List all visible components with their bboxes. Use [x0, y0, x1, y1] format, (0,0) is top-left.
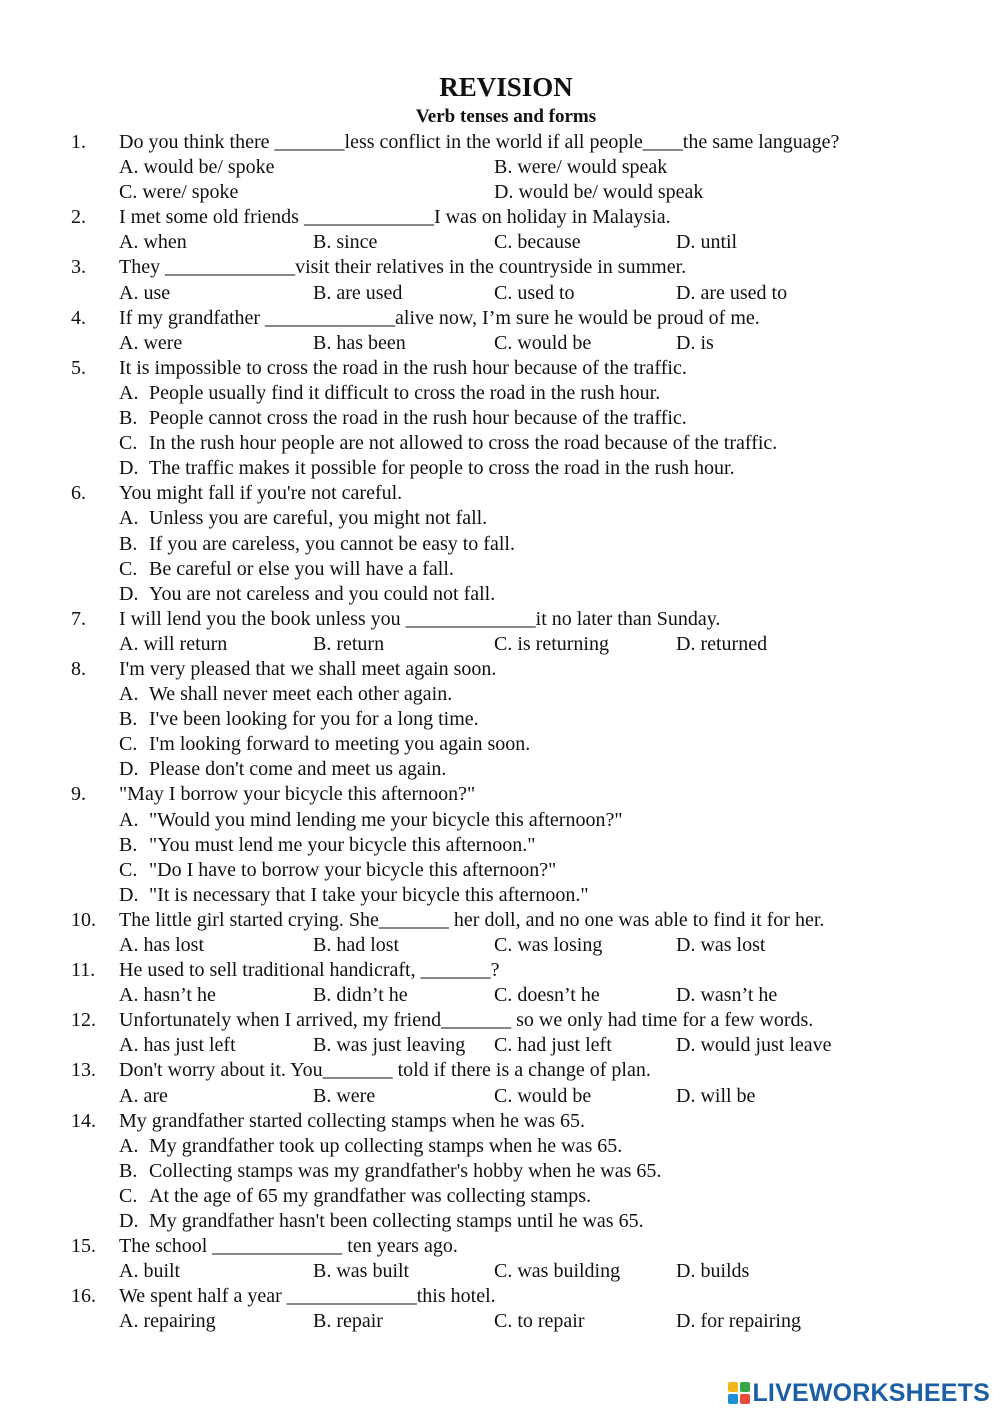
answer-option[interactable]: B. were — [313, 1084, 376, 1107]
answer-option[interactable]: D. is — [676, 331, 714, 354]
option-row — [0, 933, 1000, 958]
option-row — [0, 707, 1000, 732]
option-letter: C. — [119, 733, 138, 756]
option-row — [0, 331, 1000, 356]
option-row — [0, 682, 1000, 707]
question-line — [0, 607, 1000, 632]
answer-option[interactable]: C. had just left — [494, 1034, 612, 1057]
answer-option[interactable]: A. were — [119, 331, 183, 354]
question-text: I met some old friends _____________I was on holiday in Malaysia. — [119, 206, 671, 229]
option-letter: C. — [119, 557, 138, 580]
question-number: 16. — [71, 1285, 96, 1308]
answer-option[interactable] — [119, 456, 735, 481]
option-letter: A. — [119, 683, 139, 706]
question-line — [0, 958, 1000, 983]
answer-option[interactable] — [119, 582, 495, 607]
answer-option[interactable]: A. has just left — [119, 1034, 236, 1057]
answer-option[interactable]: B. was just leaving — [313, 1034, 466, 1057]
question-number: 4. — [71, 306, 86, 329]
option-row — [0, 1159, 1000, 1184]
question-line — [0, 782, 1000, 807]
option-row — [0, 1309, 1000, 1334]
answer-option[interactable] — [119, 808, 623, 833]
option-text: My grandfather took up collecting stamps when he was 65. — [149, 1134, 623, 1157]
option-text: The traffic makes it possible for people to cross the road in the rush hour. — [149, 457, 735, 480]
answer-option[interactable] — [119, 707, 479, 732]
question-number: 11. — [71, 959, 96, 982]
answer-option[interactable]: B. didn’t he — [313, 984, 408, 1007]
question-line — [0, 908, 1000, 933]
option-row — [0, 406, 1000, 431]
answer-option[interactable] — [119, 1134, 622, 1159]
answer-option[interactable] — [119, 381, 660, 406]
option-text: Collecting stamps was my grandfather's hobby when he was 65. — [149, 1159, 662, 1182]
option-row — [0, 1084, 1000, 1109]
question-number: 14. — [71, 1109, 96, 1132]
option-row — [0, 582, 1000, 607]
answer-option[interactable]: B. repair — [313, 1310, 383, 1333]
option-text: At the age of 65 my grandfather was collecting stamps. — [149, 1184, 592, 1207]
question-number: 13. — [71, 1059, 96, 1082]
answer-option[interactable]: D. would be/ would speak — [494, 181, 704, 204]
question-number: 10. — [71, 908, 96, 931]
question-number: 6. — [71, 482, 86, 505]
answer-option[interactable] — [119, 1184, 591, 1209]
option-text: Be careful or else you will have a fall. — [149, 557, 454, 580]
answer-option[interactable] — [119, 532, 515, 557]
question-text: The little girl started crying. She_______ her doll, and no one was able to find it for her. — [119, 908, 825, 931]
option-row — [0, 732, 1000, 757]
question-line — [0, 130, 1000, 155]
answer-option[interactable]: C. doesn’t he — [494, 984, 600, 1007]
answer-option[interactable]: D. returned — [676, 632, 768, 655]
option-letter: D. — [119, 883, 139, 906]
answer-option[interactable]: C. would be — [494, 1084, 592, 1107]
answer-option[interactable] — [119, 557, 454, 582]
answer-option[interactable]: D. until — [676, 231, 738, 254]
answer-option[interactable]: A. repairing — [119, 1310, 216, 1333]
option-letter: B. — [119, 708, 138, 731]
question-list — [0, 130, 1000, 1335]
option-row — [0, 833, 1000, 858]
answer-option[interactable]: D. are used to — [676, 281, 788, 304]
question-text: The school _____________ ten years ago. — [119, 1235, 458, 1258]
option-text: You are not careless and you could not fall. — [149, 582, 496, 605]
answer-option[interactable] — [119, 858, 556, 883]
option-row — [0, 883, 1000, 908]
option-row — [0, 230, 1000, 255]
question-number: 3. — [71, 256, 86, 279]
option-letter: A. — [119, 1134, 139, 1157]
question-text: Unfortunately when I arrived, my friend_______ so we only had time for a few words. — [119, 1009, 814, 1032]
question-text: It is impossible to cross the road in the rush hour because of the traffic. — [119, 356, 687, 379]
answer-option[interactable]: D. for repairing — [676, 1310, 801, 1333]
option-row — [0, 632, 1000, 657]
question-text: If my grandfather _____________alive now, I’m sure he would be proud of me. — [119, 306, 760, 329]
option-row — [0, 155, 1000, 180]
option-letter: A. — [119, 808, 139, 831]
option-row — [0, 456, 1000, 481]
page-subtitle: Verb tenses and forms — [415, 106, 597, 127]
question-line — [0, 1109, 1000, 1134]
option-row — [0, 1033, 1000, 1058]
liveworksheets-logo — [728, 1379, 990, 1407]
option-row — [0, 557, 1000, 582]
option-letter: C. — [119, 858, 138, 881]
option-letter: B. — [119, 833, 138, 856]
question-line — [0, 205, 1000, 230]
question-text: I'm very pleased that we shall meet again soon. — [119, 657, 497, 680]
question-number: 7. — [71, 607, 86, 630]
option-row — [0, 1259, 1000, 1284]
answer-option[interactable] — [119, 1209, 644, 1234]
option-row — [0, 1184, 1000, 1209]
answer-option[interactable]: D. would just leave — [676, 1034, 832, 1057]
answer-option[interactable] — [119, 506, 487, 531]
option-text: My grandfather hasn't been collecting stamps until he was 65. — [149, 1210, 644, 1233]
option-row — [0, 858, 1000, 883]
question-number: 9. — [71, 783, 86, 806]
question-line — [0, 1234, 1000, 1259]
answer-option[interactable]: D. wasn’t he — [676, 984, 778, 1007]
answer-option[interactable]: A. hasn’t he — [119, 984, 216, 1007]
question-line — [0, 657, 1000, 682]
answer-option[interactable] — [119, 1159, 661, 1184]
answer-option[interactable]: B. since — [313, 231, 378, 254]
question-text: My grandfather started collecting stamps when he was 65. — [119, 1109, 585, 1132]
question-text: Do you think there _______less conflict in the world if all people____the same language? — [119, 131, 840, 153]
option-text: People cannot cross the road in the rush hour because of the traffic. — [149, 407, 687, 430]
question-number: 15. — [71, 1235, 96, 1258]
answer-option[interactable]: A. built — [119, 1260, 181, 1283]
answer-option[interactable]: A. when — [119, 231, 187, 254]
question-text: He used to sell traditional handicraft, _______? — [119, 959, 500, 982]
answer-option[interactable] — [119, 833, 535, 858]
question-text: We spent half a year _____________this hotel. — [119, 1285, 496, 1308]
question-text: Don't worry about it. You_______ told if there is a change of plan. — [119, 1059, 651, 1082]
question-line — [0, 481, 1000, 506]
option-letter: A. — [119, 381, 139, 404]
option-text: Unless you are careful, you might not fall. — [149, 507, 488, 530]
option-text: Please don't come and meet us again. — [149, 758, 447, 781]
question-number: 2. — [71, 206, 86, 229]
answer-option[interactable] — [119, 431, 777, 456]
option-letter: D. — [119, 758, 139, 781]
option-row — [0, 532, 1000, 557]
option-letter: D. — [119, 457, 139, 480]
option-letter: B. — [119, 532, 138, 555]
option-text: People usually find it difficult to cross the road in the rush hour. — [149, 381, 661, 404]
answer-option[interactable]: A. will return — [119, 632, 228, 655]
answer-option[interactable]: C. because — [494, 231, 581, 254]
option-text: If you are careless, you cannot be easy to fall. — [149, 532, 515, 555]
option-row — [0, 1134, 1000, 1159]
answer-option[interactable]: D. will be — [676, 1084, 756, 1107]
option-row — [0, 180, 1000, 205]
answer-option[interactable] — [119, 682, 452, 707]
option-row — [0, 281, 1000, 306]
question-number: 8. — [71, 657, 86, 680]
option-letter: D. — [119, 1210, 139, 1233]
question-line — [0, 356, 1000, 381]
answer-option[interactable]: B. return — [313, 632, 385, 655]
answer-option[interactable]: C. was building — [494, 1260, 621, 1283]
option-row — [0, 1209, 1000, 1234]
question-line — [0, 1058, 1000, 1083]
option-text: "Would you mind lending me your bicycle this afternoon?" — [149, 808, 623, 831]
answer-option[interactable]: A. would be/ spoke — [119, 156, 275, 179]
option-letter: A. — [119, 507, 139, 530]
logo-text: LIVEWORKSHEETS — [752, 1378, 990, 1407]
answer-option[interactable]: B. were/ would speak — [494, 156, 668, 179]
option-letter: B. — [119, 407, 138, 430]
question-text: "May I borrow your bicycle this afternoon?" — [119, 783, 476, 806]
question-line — [0, 306, 1000, 331]
answer-option[interactable]: A. use — [119, 281, 171, 304]
answer-option[interactable] — [119, 883, 589, 908]
answer-option[interactable]: C. is returning — [494, 632, 609, 655]
answer-option[interactable] — [119, 406, 687, 431]
option-text: "Do I have to borrow your bicycle this afternoon?" — [149, 858, 557, 881]
option-text: I've been looking for you for a long time. — [149, 708, 479, 731]
option-letter: B. — [119, 1159, 138, 1182]
question-text: They _____________visit their relatives in the countryside in summer. — [119, 256, 687, 279]
question-number: 12. — [71, 1009, 96, 1032]
answer-option[interactable]: A. are — [119, 1084, 168, 1107]
option-text: We shall never meet each other again. — [149, 683, 453, 706]
question-number: 1. — [71, 131, 86, 153]
answer-option[interactable]: D. builds — [676, 1260, 750, 1283]
answer-option[interactable]: B. was built — [313, 1260, 410, 1283]
answer-option[interactable] — [119, 732, 530, 757]
option-letter: C. — [119, 432, 138, 455]
option-text: "It is necessary that I take your bicycle this afternoon." — [149, 883, 589, 906]
option-text: I'm looking forward to meeting you again soon. — [149, 733, 531, 756]
option-row — [0, 983, 1000, 1008]
answer-option[interactable]: C. was losing — [494, 934, 603, 956]
option-row — [0, 506, 1000, 531]
page-title: REVISION — [439, 72, 573, 102]
answer-option[interactable]: C. were/ spoke — [119, 181, 239, 204]
answer-option[interactable]: C. would be — [494, 331, 592, 354]
option-row — [0, 757, 1000, 782]
answer-option[interactable]: B. are used — [313, 281, 403, 304]
option-row — [0, 431, 1000, 456]
answer-option[interactable] — [119, 757, 446, 782]
answer-option[interactable]: D. was lost — [676, 934, 766, 956]
question-number: 5. — [71, 356, 86, 379]
option-letter: D. — [119, 582, 139, 605]
answer-option[interactable]: A. has lost — [119, 934, 204, 956]
question-line — [0, 255, 1000, 280]
answer-option[interactable]: C. used to — [494, 281, 575, 304]
answer-option[interactable]: C. to repair — [494, 1310, 585, 1333]
option-text: "You must lend me your bicycle this afternoon." — [149, 833, 536, 856]
option-row — [0, 381, 1000, 406]
option-text: In the rush hour people are not allowed to cross the road because of the traffic. — [149, 432, 778, 455]
question-line — [0, 1008, 1000, 1033]
question-text: I will lend you the book unless you _____________it no later than Sunday. — [119, 607, 721, 630]
answer-option[interactable]: B. had lost — [313, 934, 400, 956]
option-row — [0, 808, 1000, 833]
answer-option[interactable]: B. has been — [313, 331, 406, 354]
liveworksheets-logo-icon — [728, 1382, 750, 1404]
question-text: You might fall if you're not careful. — [119, 482, 403, 505]
question-line — [0, 1284, 1000, 1309]
option-letter: C. — [119, 1184, 138, 1207]
